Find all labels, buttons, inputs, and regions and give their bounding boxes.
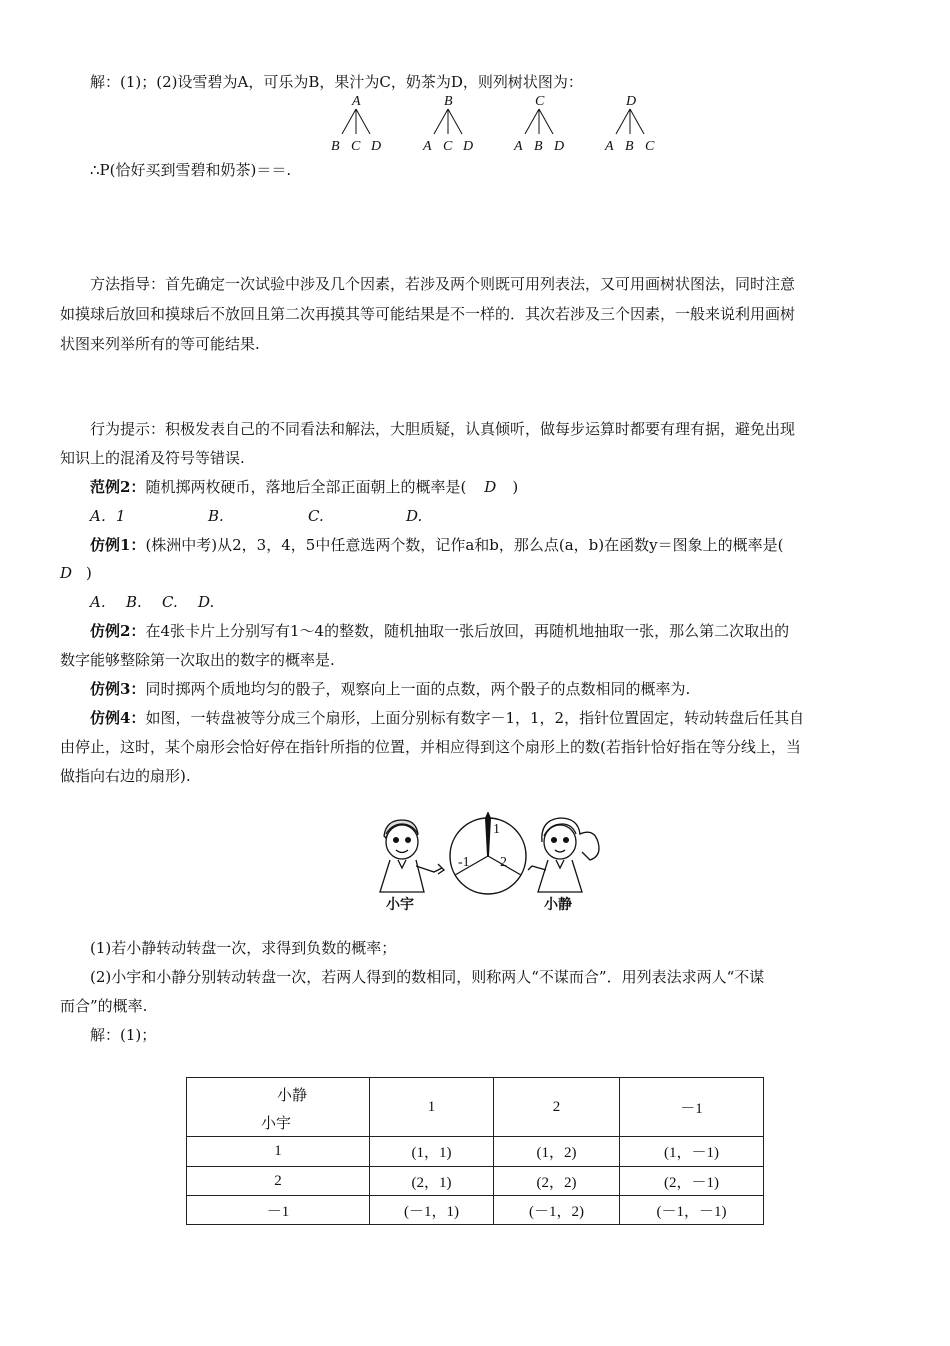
behavior-line-2: 知识上的混淆及符号等错误.	[60, 449, 245, 467]
table-cell: (1，1)	[370, 1137, 494, 1167]
sector-label-neg1: -1	[458, 855, 470, 870]
corner-bottom-label: 小宇	[261, 1116, 292, 1132]
option-b: B.	[126, 593, 142, 611]
row-header: 1	[187, 1137, 370, 1167]
practice4-text: 如图，一转盘被等分成三个扇形，上面分别标有数字－1，1，2，指针位置固定，转动转盘后任其自	[145, 709, 805, 727]
practice1-label: 仿例1：	[90, 536, 146, 554]
table-cell: (1，－1)	[620, 1137, 764, 1167]
tree-leaf-label: A	[605, 139, 614, 154]
tree-root-label: D	[626, 94, 637, 109]
answer-line: 解：(1)；	[90, 1026, 157, 1044]
table-header-row	[187, 1078, 764, 1137]
tree-leaf-label: D	[463, 139, 474, 154]
table-cell: (－1，－1)	[620, 1196, 764, 1225]
example2-close: )	[512, 478, 519, 496]
tree-branch-group	[422, 94, 473, 154]
tree-branch-group	[331, 94, 381, 154]
table-cell: (－1，1)	[370, 1196, 494, 1225]
table-row	[187, 1167, 764, 1196]
row-header: 2	[187, 1167, 370, 1196]
tree-branch-line	[525, 109, 539, 134]
question-2-line-2: 而合”的概率.	[60, 997, 148, 1015]
practice3-text: 同时掷两个质地均匀的骰子，观察向上一面的点数，两个骰子的点数相同的概率为.	[145, 680, 691, 698]
column-header: －1	[620, 1078, 764, 1137]
option-d: D.	[198, 593, 215, 611]
practice2-text: 在4张卡片上分别写有1～4的整数，随机抽取一张后放回，再随机地抽取一张，那么第二次取出的	[145, 622, 790, 640]
tree-branch-line	[342, 109, 356, 134]
boy-name-label: 小宇	[386, 897, 414, 913]
column-header: 1	[370, 1078, 494, 1137]
practice1-question	[90, 535, 924, 555]
example2-text: 随机掷两枚硬币，落地后全部正面朝上的概率是(	[145, 478, 467, 496]
tree-branch-line	[539, 109, 553, 134]
tree-branch-line	[434, 109, 448, 134]
tree-leaf-label: C	[645, 139, 655, 154]
table-corner-cell	[187, 1078, 370, 1137]
tree-root-label: B	[444, 94, 453, 109]
tree-diagram	[318, 92, 658, 154]
practice1-answer: D	[60, 564, 73, 582]
sector-label-1: 1	[493, 822, 500, 837]
option-c: C.	[308, 507, 324, 525]
column-header: 2	[494, 1078, 620, 1137]
behavior-line-1: 行为提示：积极发表自己的不同看法和解法，大胆质疑，认真倾听，做每步运算时都要有理有据，避免出现	[90, 420, 796, 438]
practice4-line-3: 做指向右边的扇形).	[60, 767, 191, 785]
table-cell: (－1，2)	[494, 1196, 620, 1225]
example2-label: 范例2：	[90, 478, 146, 496]
option-d: D.	[406, 507, 423, 525]
option-a: A.	[90, 593, 106, 611]
practice2-line-2: 数字能够整除第一次取出的数字的概率是.	[60, 651, 335, 669]
question-2-line-1: (2)小宇和小静分别转动转盘一次，若两人得到的数相同，则称两人“不谋而合”．用列表法求两人“不谋	[90, 968, 765, 986]
example2-answer: D	[484, 478, 497, 496]
practice4-label: 仿例4：	[90, 709, 146, 727]
tree-branch-line	[356, 109, 370, 134]
tree-root-label: C	[535, 94, 545, 109]
practice3-label: 仿例3：	[90, 680, 146, 698]
method-line-2: 如摸球后放回和摸球后不放回且第二次再摸其等可能结果是不一样的．其次若涉及三个因素，一般来说利用画树	[60, 305, 796, 323]
solution-line: 解：(1)；(2)设雪碧为A，可乐为B，果汁为C，奶茶为D，则列树状图为：	[90, 73, 583, 91]
tree-leaf-label: B	[534, 139, 543, 154]
method-line-1: 方法指导：首先确定一次试验中涉及几个因素，若涉及两个则既可用列表法，又可用画树状图法，同时注意	[90, 275, 796, 293]
table-cell: (2，2)	[494, 1167, 620, 1196]
practice2-label: 仿例2：	[90, 622, 146, 640]
tree-leaf-label: C	[443, 139, 453, 154]
tree-branch-line	[616, 109, 630, 134]
tree-branch-line	[630, 109, 644, 134]
table-cell: (2，－1)	[620, 1167, 764, 1196]
practice1-text: (株洲中考)从2，3，4，5中任意选两个数，记作a和b，那么点(a，b)在函数y＝图象上的概率是(	[145, 536, 784, 554]
outcome-table	[186, 1077, 764, 1225]
figure-labels	[372, 812, 608, 916]
practice4-line-1	[90, 708, 924, 728]
tree-leaf-label: A	[423, 139, 432, 154]
table-cell: (1，2)	[494, 1137, 620, 1167]
example2-question	[90, 477, 924, 497]
tree-branch-group	[513, 94, 564, 154]
corner-top-label: 小静	[277, 1088, 308, 1104]
tree-leaf-label: B	[625, 139, 634, 154]
tree-branch-group	[604, 94, 655, 154]
girl-name-label: 小静	[544, 897, 572, 913]
practice3-question	[90, 679, 924, 699]
tree-leaf-label: D	[554, 139, 565, 154]
table-row	[187, 1196, 764, 1225]
table-row	[187, 1137, 764, 1167]
tree-leaf-label: B	[331, 139, 340, 154]
practice1-options	[90, 592, 924, 612]
tree-root-label: A	[352, 94, 361, 109]
row-header: －1	[187, 1196, 370, 1225]
table-cell: (2，1)	[370, 1167, 494, 1196]
practice2-line-1	[90, 621, 924, 641]
practice4-line-2: 由停止，这时，某个扇形会恰好停在指针所指的位置，并相应得到这个扇形上的数(若指针恰好指在等分线上，当	[60, 738, 801, 756]
option-a: A．1	[90, 507, 126, 525]
practice1-answer-line	[60, 563, 894, 583]
method-line-3: 状图来列举所有的等可能结果.	[60, 335, 260, 353]
question-1: (1)若小静转动转盘一次，求得到负数的概率；	[90, 939, 397, 957]
example2-options	[90, 506, 924, 526]
tree-leaf-label: D	[371, 139, 382, 154]
tree-leaf-label: A	[514, 139, 523, 154]
tree-branch-line	[448, 109, 462, 134]
option-c: C.	[162, 593, 178, 611]
sector-label-2: 2	[500, 855, 507, 870]
practice1-close: )	[86, 564, 92, 582]
tree-leaf-label: C	[351, 139, 361, 154]
solution-conclusion: ∴P(恰好买到雪碧和奶茶)＝＝.	[90, 161, 292, 179]
option-b: B.	[208, 507, 224, 525]
